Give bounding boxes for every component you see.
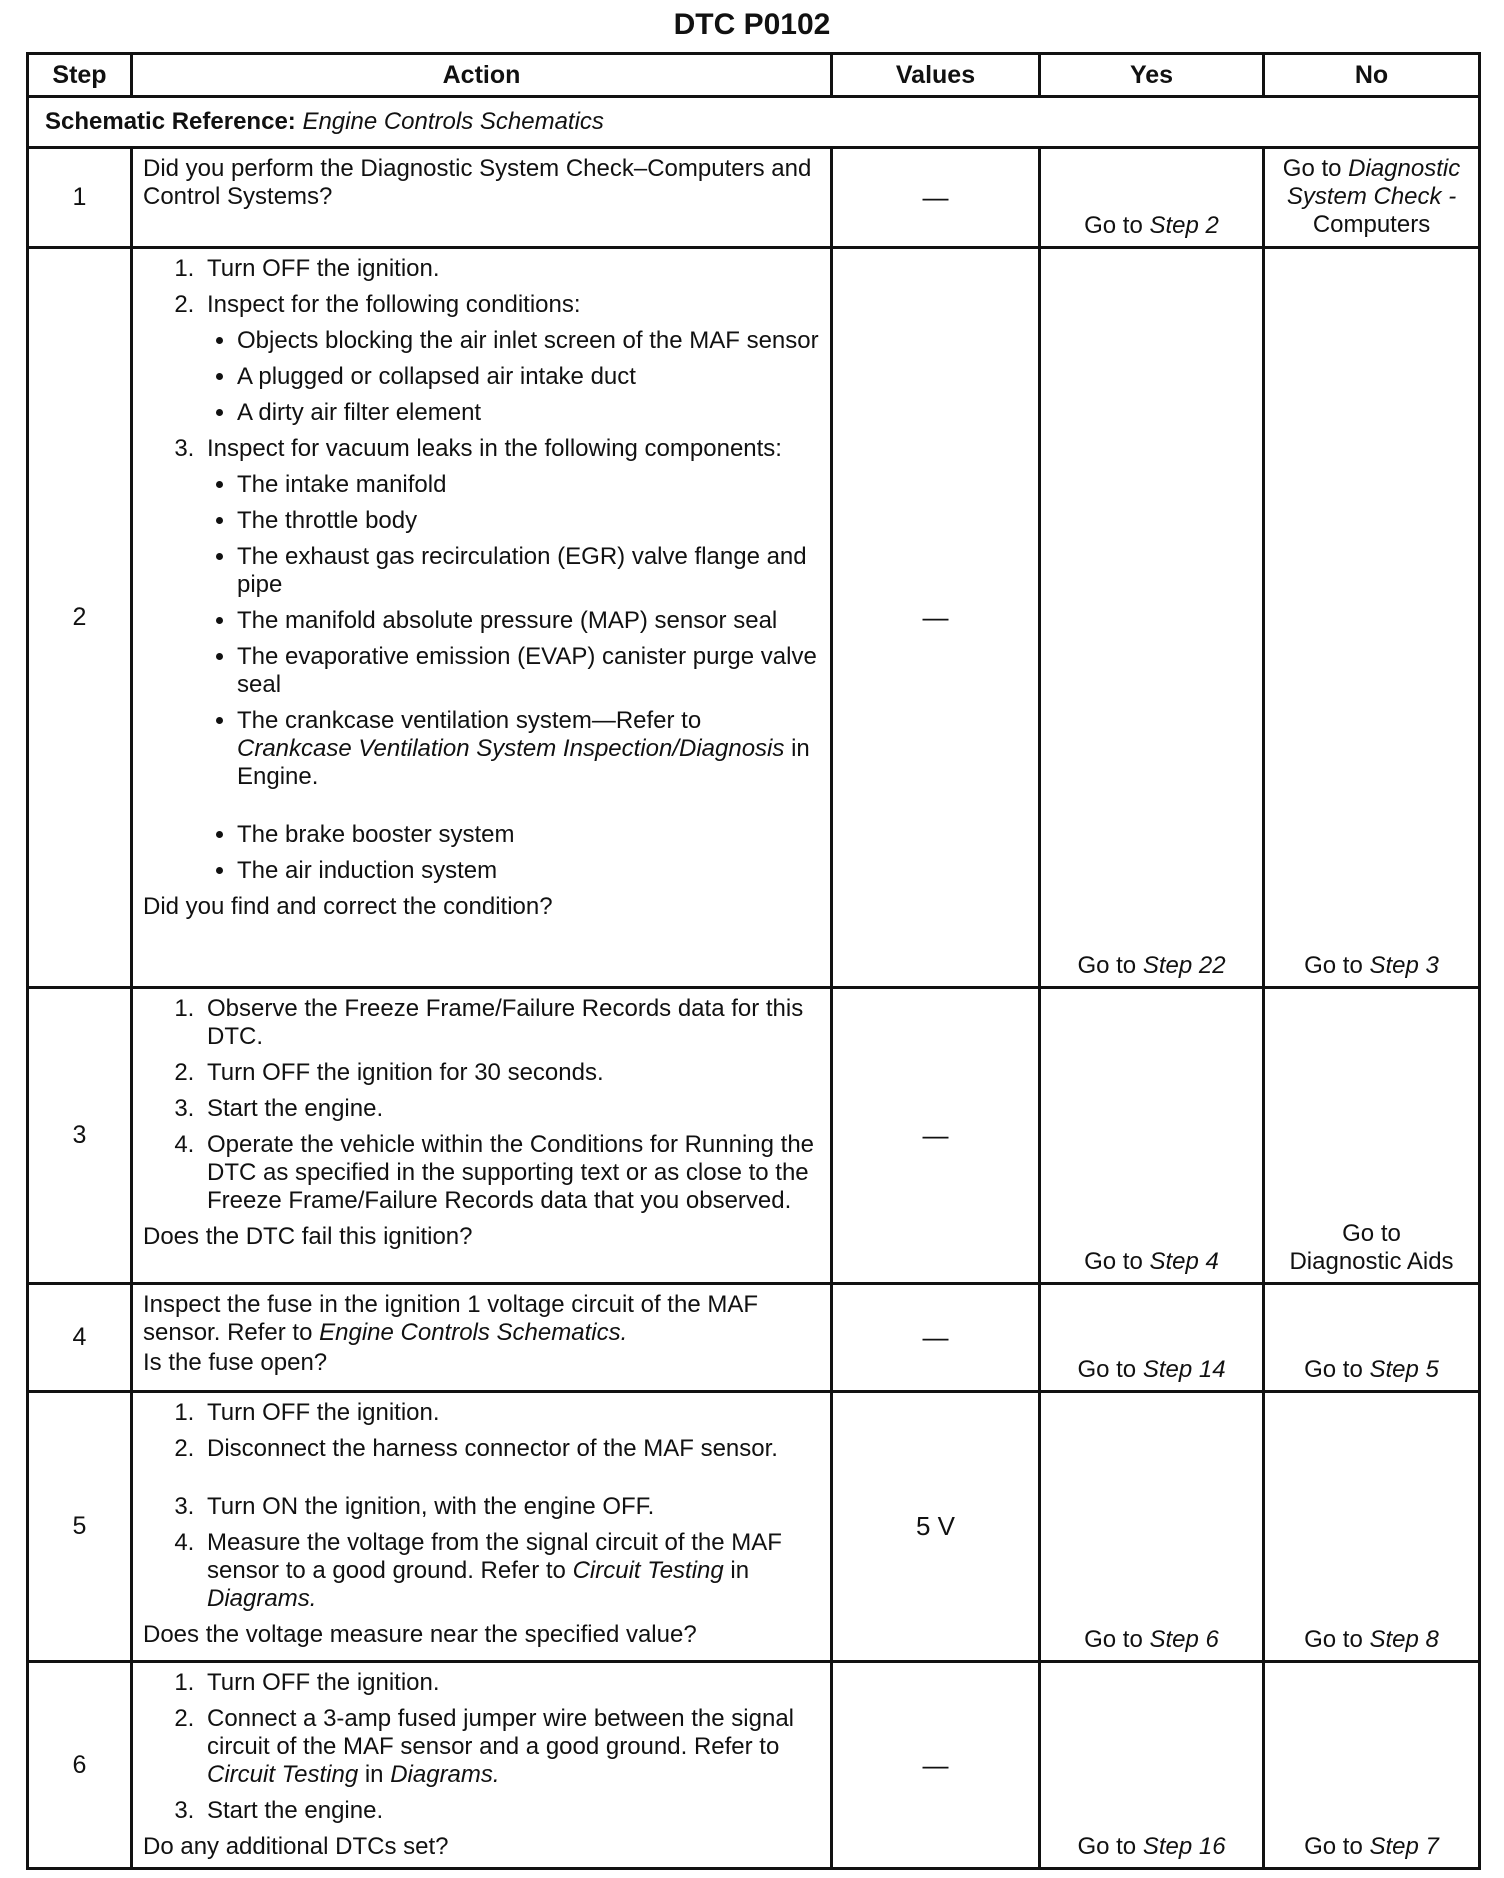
step-number: 5 <box>28 1392 132 1662</box>
no-cell: Go to Step 3 <box>1264 248 1480 988</box>
value-cell: — <box>832 248 1040 988</box>
yes-cell: Go to Step 2 <box>1040 148 1264 248</box>
table-row-step-4 <box>28 1284 1480 1392</box>
header-values: Values <box>832 54 1040 97</box>
yes-link[interactable]: Step 14 <box>1142 1356 1226 1383</box>
list-item: 3. Start the engine. <box>201 1095 820 1123</box>
list-item: • The manifold absolute pressure (MAP) sensor seal <box>237 607 820 635</box>
action-cell <box>132 1392 832 1662</box>
question-text: Is the fuse open? <box>143 1349 328 1376</box>
page-title: DTC P0102 <box>673 8 831 41</box>
no-link[interactable]: Diagnostic Aids <box>1289 1248 1454 1275</box>
yes-link[interactable]: Step 16 <box>1142 1833 1226 1860</box>
action-cell <box>132 148 832 248</box>
list-item: 4. Measure the voltage from the signal circuit of the MAF sensor to a good ground. Refer to Circuit Testing in Diagrams. <box>201 1529 820 1613</box>
no-link[interactable]: Step 8 <box>1369 1626 1439 1653</box>
list-item: • The throttle body <box>237 507 820 535</box>
no-link[interactable]: Step 5 <box>1369 1356 1439 1383</box>
list-item: • The evaporative emission (EVAP) canister purge valve seal <box>237 643 820 699</box>
no-cell: Go to Diagnostic Aids <box>1264 988 1480 1284</box>
action-cell <box>132 1662 832 1869</box>
list-item: 2. Connect a 3-amp fused jumper wire between the signal circuit of the MAF sensor and a good ground. Refer to Circuit Testing in Diagrams. <box>201 1705 820 1789</box>
yes-link[interactable]: Step 4 <box>1149 1248 1219 1275</box>
value-cell: — <box>832 988 1040 1284</box>
list-item: • The exhaust gas recirculation (EGR) valve flange and pipe <box>237 543 820 599</box>
no-cell: Go to Step 5 <box>1264 1284 1480 1392</box>
header-no: No <box>1264 54 1480 97</box>
list-item: • The air induction system <box>237 857 820 885</box>
list-item: • A plugged or collapsed air intake duct <box>237 363 820 391</box>
header-step: Step <box>28 54 132 97</box>
list-item: • Objects blocking the air inlet screen of the MAF sensor <box>237 327 820 355</box>
no-cell: Go to Step 7 <box>1264 1662 1480 1869</box>
reference-link[interactable]: Diagrams. <box>390 1761 500 1788</box>
list-item: • The intake manifold <box>237 471 820 499</box>
table-row-step-6 <box>28 1662 1480 1869</box>
no-cell: Go to Step 8 <box>1264 1392 1480 1662</box>
table-row-step-2 <box>28 248 1480 988</box>
action-cell <box>132 248 832 988</box>
value-cell: — <box>832 1662 1040 1869</box>
header-yes: Yes <box>1040 54 1264 97</box>
reference-link[interactable]: Diagrams. <box>207 1585 317 1612</box>
yes-cell: Go to Step 6 <box>1040 1392 1264 1662</box>
list-item: 4. Operate the vehicle within the Conditions for Running the DTC as specified in the supporting text or as close to the Freeze Frame/Failure Records data that you observed. <box>201 1131 820 1215</box>
header-row <box>28 54 1480 97</box>
yes-link[interactable]: Step 22 <box>1142 952 1226 979</box>
diagnostic-table <box>26 52 1481 1870</box>
table-row-step-5 <box>28 1392 1480 1662</box>
schematic-label: Schematic Reference: <box>45 108 296 135</box>
reference-link[interactable]: Engine Controls Schematics. <box>319 1319 628 1346</box>
list-item: 1. Turn OFF the ignition. <box>201 255 820 283</box>
yes-cell: Go to Step 16 <box>1040 1662 1264 1869</box>
list-item: 2. Turn OFF the ignition for 30 seconds. <box>201 1059 820 1087</box>
schematic-value: Engine Controls Schematics <box>302 108 604 135</box>
question-text: Does the DTC fail this ignition? <box>143 1223 473 1250</box>
step-number: 6 <box>28 1662 132 1869</box>
list-item: • The crankcase ventilation system—Refer to Crankcase Ventilation System Inspection/Diagnosis in Engine. <box>237 707 820 791</box>
yes-cell: Go to Step 4 <box>1040 988 1264 1284</box>
yes-cell: Go to Step 22 <box>1040 248 1264 988</box>
list-item: 1. Turn OFF the ignition. <box>201 1669 820 1697</box>
no-cell: Go to Diagnostic System Check - Computers <box>1264 148 1480 248</box>
value-cell: — <box>832 1284 1040 1392</box>
schematic-reference-row <box>28 97 1480 148</box>
no-link[interactable]: Diagnostic System Check - <box>1286 155 1461 210</box>
list-item: 3. Inspect for vacuum leaks in the following components: • The intake manifold • The throttle body • The exhaust gas recirculation (EGR) valve flange and pipe • The manifold absolute pressure (MAP) sensor seal • The evaporative emission (EVAP) canister purge valve seal • The crankcase ventilation system—Refer to Crankcase Ventilation System Inspection/Diagnosis in Engine. • The brake booster system • The air induction system <box>201 435 820 885</box>
action-text: Did you perform the Diagnostic System Check–Computers and Control Systems? <box>143 155 812 210</box>
reference-link[interactable]: Crankcase Ventilation System Inspection/Diagnosis <box>237 735 785 762</box>
step-number: 2 <box>28 248 132 988</box>
no-link[interactable]: Step 3 <box>1369 952 1439 979</box>
yes-link[interactable]: Step 2 <box>1149 212 1219 239</box>
step-number: 4 <box>28 1284 132 1392</box>
value-cell: — <box>832 148 1040 248</box>
yes-link[interactable]: Step 6 <box>1149 1626 1219 1653</box>
reference-link[interactable]: Circuit Testing <box>207 1761 359 1788</box>
list-item: • A dirty air filter element <box>237 399 820 427</box>
list-item: 2. Disconnect the harness connector of the MAF sensor. <box>201 1435 820 1463</box>
action-cell: Inspect the fuse in the ignition 1 voltage circuit of the MAF sensor. Refer to Engine Controls Schematics. Is the fuse open? <box>132 1284 832 1392</box>
table-row-step-3 <box>28 988 1480 1284</box>
action-text: Inspect the fuse in the ignition 1 voltage circuit of the MAF sensor. <box>143 1291 758 1346</box>
list-item: 3. Turn ON the ignition, with the engine OFF. <box>201 1493 820 1521</box>
table-row-step-1 <box>28 148 1480 248</box>
list-item: 3. Start the engine. <box>201 1797 820 1825</box>
list-item: • The brake booster system <box>237 821 820 849</box>
list-item: 1. Turn OFF the ignition. <box>201 1399 820 1427</box>
reference-link[interactable]: Circuit Testing <box>572 1557 724 1584</box>
no-link[interactable]: Step 7 <box>1369 1833 1439 1860</box>
yes-cell: Go to Step 14 <box>1040 1284 1264 1392</box>
step-number: 3 <box>28 988 132 1284</box>
header-action: Action <box>132 54 832 97</box>
list-item: 2. Inspect for the following conditions: • Objects blocking the air inlet screen of the MAF sensor • A plugged or collapsed air intake duct • A dirty air filter element <box>201 291 820 427</box>
question-text: Do any additional DTCs set? <box>143 1833 449 1860</box>
step-number: 1 <box>28 148 132 248</box>
question-text: Does the voltage measure near the specified value? <box>143 1621 697 1648</box>
action-cell <box>132 988 832 1284</box>
list-item: 1. Observe the Freeze Frame/Failure Records data for this DTC. <box>201 995 820 1051</box>
value-cell: 5 V <box>832 1392 1040 1662</box>
question-text: Did you find and correct the condition? <box>143 893 553 920</box>
